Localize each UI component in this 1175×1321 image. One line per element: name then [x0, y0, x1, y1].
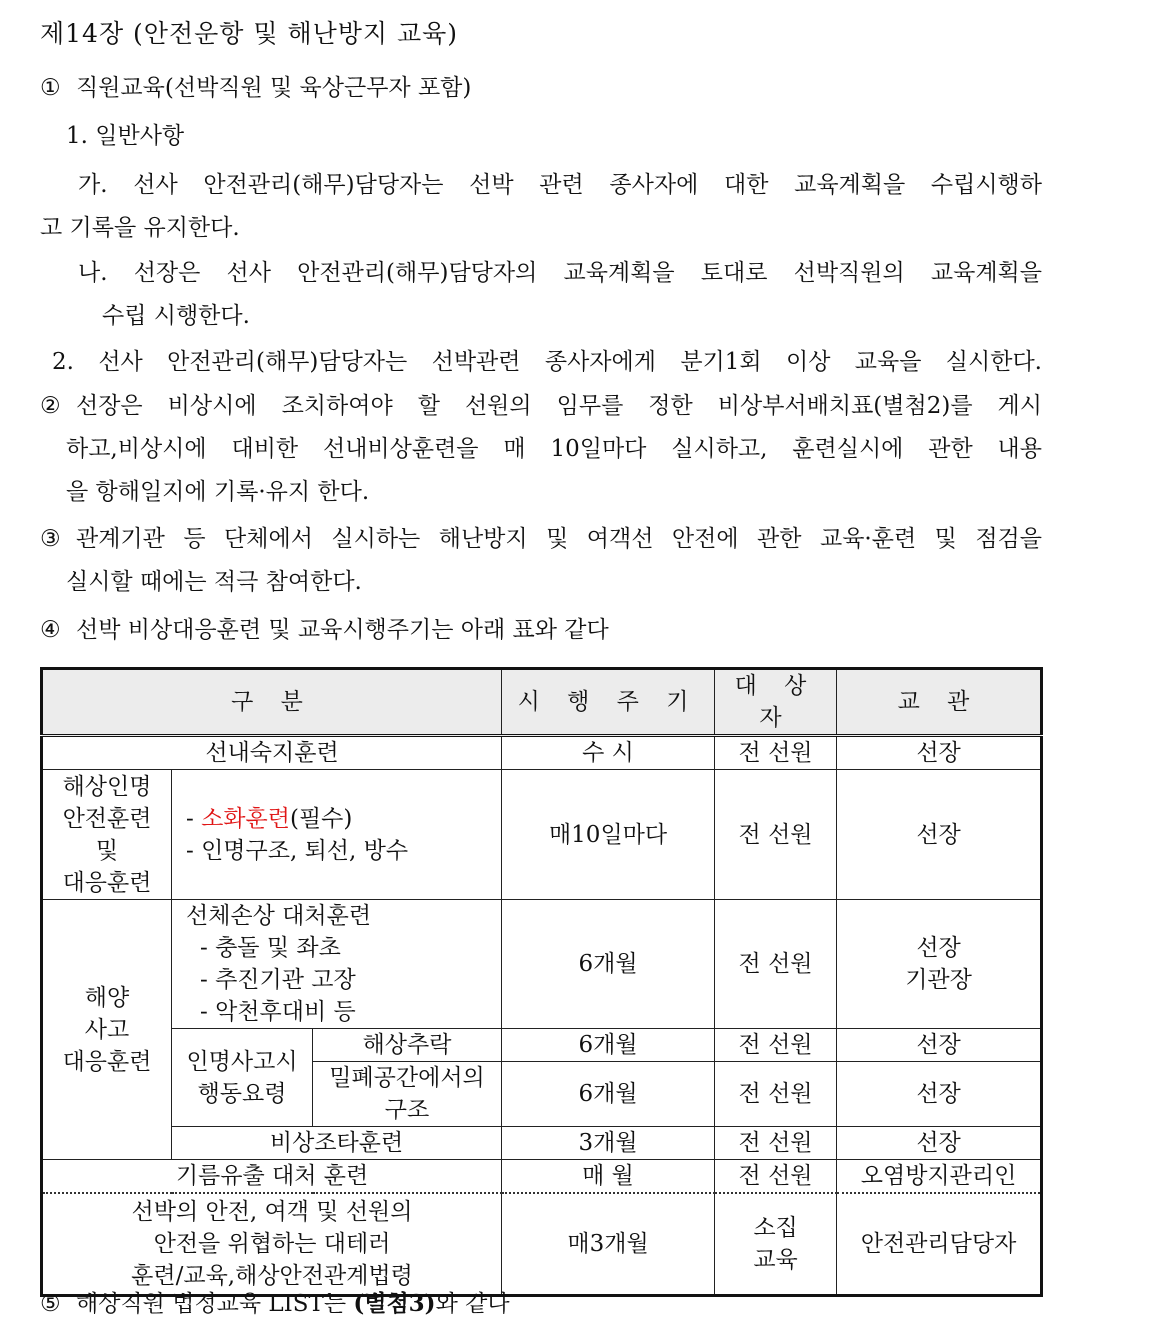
- cell-group-marine-accident: 해양 사고 대응훈련: [42, 900, 172, 1160]
- section-2-line1: 선장은 비상시에 조치하여야 할 선원의 임무를 정한 비상부서배치표(별첨2)를 게시: [76, 393, 1042, 419]
- item-ga-line1: 가. 선사 안전관리(해무)담당자는 선박 관련 종사자에 대한 교육계획을 수립시행하: [78, 172, 1042, 198]
- cell-category: 선내숙지훈련: [42, 736, 502, 770]
- table-row: [42, 1127, 1042, 1160]
- section-5-line: ⑤ 해상직원 법정교육 LIST는 (별첨3)와 같다: [40, 1288, 510, 1320]
- table-row: [42, 1160, 1042, 1194]
- cell-period: 매 월: [502, 1160, 715, 1194]
- item-1-general: 1. 일반사항: [66, 123, 185, 149]
- circled-number-1: ①: [40, 75, 61, 101]
- table-row: [42, 770, 1042, 900]
- cell-target: 전 선원: [715, 1160, 837, 1194]
- header-target: 대 상 자: [715, 669, 837, 736]
- cell-target: 소집 교육: [715, 1193, 837, 1295]
- cell-instructor: 선장 기관장: [837, 900, 1042, 1029]
- section-1-heading: ① 직원교육(선박직원 및 육상근무자 포함): [40, 72, 471, 104]
- cell-training-items: - 소화훈련(필수) - 인명구조, 퇴선, 방수: [172, 770, 502, 900]
- item-na-line1: 나. 선장은 선사 안전관리(해무)담당자의 교육계획을 토대로 선박직원의 교육계획을: [78, 260, 1042, 286]
- cell-target: 전 선원: [715, 900, 837, 1029]
- fire-drill-highlight: 소화훈련: [201, 805, 290, 832]
- table-row: [42, 736, 1042, 770]
- cell-hull-damage: 선체손상 대처훈련 - 충돌 및 좌초 - 추진기관 고장 - 악천후대비 등: [172, 900, 502, 1029]
- table-row: [42, 900, 1042, 1029]
- item-2-quarterly: 2. 선사 안전관리(해무)담당자는 선박관련 종사자에게 분기1회 이상 교육을 실시한다.: [52, 349, 1042, 375]
- item-na-line2: 수립 시행한다.: [102, 303, 250, 329]
- cell-target: 전 선원: [715, 1062, 837, 1127]
- section-2-line3: 을 항해일지에 기록·유지 한다.: [66, 479, 370, 505]
- cell-man-overboard: 해상추락: [313, 1029, 502, 1062]
- table-row: [42, 1193, 1042, 1295]
- cell-instructor: 선장: [837, 770, 1042, 900]
- cell-period: 6개월: [502, 900, 715, 1029]
- cell-target: 전 선원: [715, 736, 837, 770]
- table-header-row: [42, 669, 1042, 736]
- section-2-number: ②: [40, 393, 61, 419]
- cell-oil-spill: 기름유출 대처 훈련: [42, 1160, 502, 1194]
- cell-period: 수 시: [502, 736, 715, 770]
- cell-emergency-steering: 비상조타훈련: [172, 1127, 502, 1160]
- header-category: 구 분: [42, 669, 502, 736]
- cell-period: 6개월: [502, 1062, 715, 1127]
- cell-instructor: 선장: [837, 736, 1042, 770]
- training-schedule-table: [40, 667, 1043, 1297]
- cell-instructor: 선장: [837, 1062, 1042, 1127]
- cell-period: 6개월: [502, 1029, 715, 1062]
- section-2-line2: 하고,비상시에 대비한 선내비상훈련을 매 10일마다 실시하고, 훈련실시에 관한 내용: [66, 436, 1042, 462]
- circled-number-5: ⑤: [40, 1291, 61, 1317]
- cell-enclosed-space-rescue: 밀폐공간에서의 구조: [313, 1062, 502, 1127]
- cell-anti-terror: 선박의 안전, 여객 및 선원의 안전을 위협하는 대테러 훈련/교육,해상안전관계법령: [42, 1193, 502, 1295]
- cell-casualty-procedure: 인명사고시 행동요령: [172, 1029, 313, 1127]
- section-3-line1: 관계기관 등 단체에서 실시하는 해난방지 및 여객선 안전에 관한 교육·훈련 및 점검을: [76, 526, 1042, 552]
- table-row: [42, 1029, 1042, 1062]
- cell-instructor: 선장: [837, 1127, 1042, 1160]
- circled-number-4: ④: [40, 617, 61, 643]
- header-period: 시 행 주 기: [502, 669, 715, 736]
- cell-instructor: 안전관리담당자: [837, 1193, 1042, 1295]
- cell-target: 전 선원: [715, 770, 837, 900]
- cell-instructor: 오염방지관리인: [837, 1160, 1042, 1194]
- appendix-3-reference: (별첨3): [353, 1290, 436, 1317]
- section-4-line: ④ 선박 비상대응훈련 및 교육시행주기는 아래 표와 같다: [40, 614, 609, 646]
- cell-instructor: 선장: [837, 1029, 1042, 1062]
- section-3-number: ③: [40, 526, 61, 552]
- cell-period: 매10일마다: [502, 770, 715, 900]
- cell-target: 전 선원: [715, 1029, 837, 1062]
- cell-target: 전 선원: [715, 1127, 837, 1160]
- chapter-title: 제14장 (안전운항 및 해난방지 교육): [40, 19, 459, 48]
- cell-period: 3개월: [502, 1127, 715, 1160]
- header-instructor: 교 관: [837, 669, 1042, 736]
- section-3-line2: 실시할 때에는 적극 참여한다.: [66, 569, 362, 595]
- cell-period: 매3개월: [502, 1193, 715, 1295]
- cell-group-marine-life-safety: 해상인명 안전훈련 및 대응훈련: [42, 770, 172, 900]
- item-ga-line2: 고 기록을 유지한다.: [40, 215, 240, 241]
